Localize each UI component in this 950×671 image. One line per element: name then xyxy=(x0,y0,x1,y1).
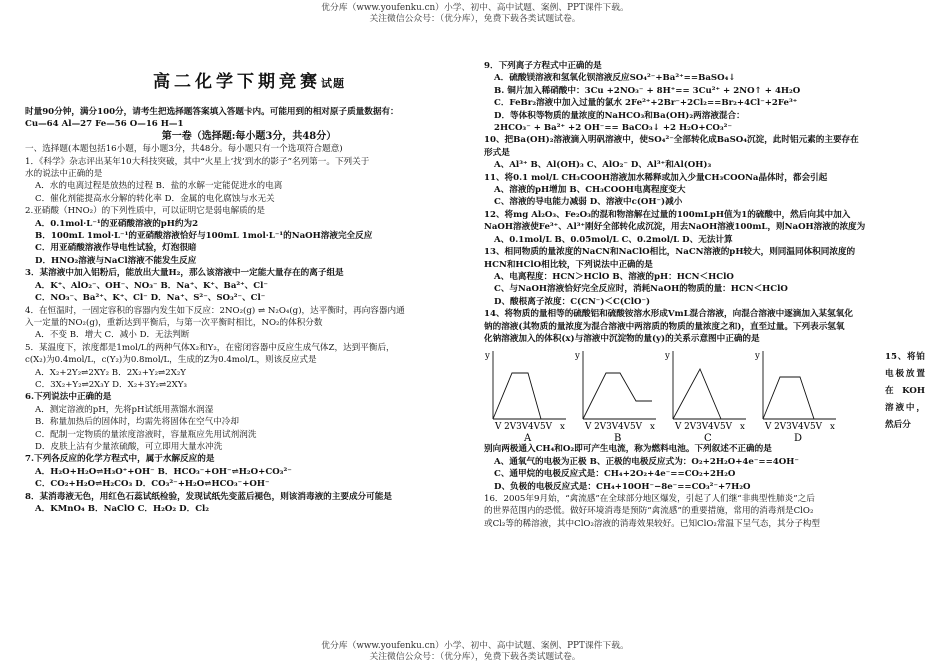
graph-x-label: x xyxy=(650,422,655,433)
question-line: 8．某消毒液无色，用红色石蕊试纸检验，发现试纸先变蓝后褪色，则该消毒液的主要成分可能是 xyxy=(25,491,392,502)
question-line: 10、把Ba(OH)₂溶液滴入明矾溶液中，使SO₄²⁻全部转化成BaSO₄沉淀，此时铝元素的主要存在 xyxy=(484,135,859,146)
question-line: C．NO₃⁻、Ba²⁺、K⁺、Cl⁻ D．Na⁺、S²⁻、SO₃²⁻、Cl⁻ xyxy=(35,293,266,304)
question-line: A、电离程度：HCN＞HClO B、溶液的pH：HCN＜HClO xyxy=(494,271,734,282)
question-line: 11、将0.1 mol/L CH₃COOH溶液加水稀释或加入少量CH₃COONa晶体时，都会引起 xyxy=(484,172,828,183)
question-line: A、Al³⁺ B、Al(OH)₃ C、AlO₂⁻ D、Al³⁺和Al(OH)₃ xyxy=(494,160,712,171)
question-line: A．KMnO₄ B．NaClO C．H₂O₂ D．Cl₂ xyxy=(35,504,210,514)
right-column xyxy=(484,60,925,530)
q14-graphs xyxy=(484,347,925,443)
question-line: 5．某温度下，浓度都是1mol/L的两种气体X₂和Y₂，在密闭容器中反应生成气体Z，达到平衡后， xyxy=(25,342,395,353)
question-line: C．配制一定物质的量浓度溶液时，容量瓶应先用试剂润洗 xyxy=(35,429,257,440)
graph-label-c: C xyxy=(704,433,712,444)
question-line: D、酸根离子浓度：C(CN⁻)＜C(ClO⁻) xyxy=(494,296,651,307)
question-line: 12、将mg Al₂O₃、Fe₂O₃的混和物溶解在过量的100mLpH值为1的硫酸中，然后向其中加入 xyxy=(484,209,851,220)
question-line: 13、相同物质的量浓度的NaCN和NaClO相比，NaCN溶液的pH较大，则同温同体积同浓度的 xyxy=(484,247,856,258)
question-line: C．FeBr₂溶液中加入过量的氯水 2Fe²⁺+2Br⁻+2Cl₂==Br₂+4Cl⁻+2Fe³⁺ xyxy=(494,98,798,109)
question-line: A．不变 B．增大 C．减小 D．无法判断 xyxy=(35,330,190,341)
question-line: D．等体积等物质的量浓度的NaHCO₃和Ba(OH)₂两溶液混合： xyxy=(494,110,745,121)
graph-y-label: y xyxy=(755,351,760,362)
graph-label-d: D xyxy=(794,433,803,444)
graph-y-label: y xyxy=(665,351,670,362)
question-line: A．X₂+2Y₂⇌2XY₂ B．2X₂+Y₂⇌2X₂Y xyxy=(35,367,186,378)
question-line: B. 铜片加入稀硝酸中：3Cu +2NO₃⁻ + 8H⁺== 3Cu²⁺ + 2NO↑ + 4H₂O xyxy=(494,85,801,96)
graph-y-label: y xyxy=(575,351,580,362)
question-line: 水的说法中正确的是 xyxy=(25,169,103,180)
question-line: C、溶液的导电能力减弱 D、溶液中c(OH⁻)减小 xyxy=(494,197,683,208)
part1-instructions: 一、选择题(本题包括16小题，每小题3分，共48分。每小题只有一个选项符合题意) xyxy=(25,144,343,155)
graph-ticks: V 2V3V4V5V xyxy=(585,422,642,433)
right-questions-top xyxy=(484,60,925,345)
graph-x-label: x xyxy=(560,422,565,433)
exam-intro: 时量90分钟，满分100分，请考生把选择题答案填入答题卡内。可能用到的相对原子质量数据有： xyxy=(25,107,399,117)
question-line: 形式是 xyxy=(484,147,510,158)
question-line: 或Cl₂等的稀溶液，其中ClO₂溶液的消毒效果较好。已知ClO₂常温下呈气态，其分子构型 xyxy=(484,518,820,529)
graph-ticks: V 2V3V4V5V xyxy=(495,422,552,433)
question-line: 的世界范围内的恐慌。做好环境消毒是预防“禽流感”的重要措施，常用的消毒剂是ClO₂ xyxy=(484,506,814,517)
question-line: 14、将物质的量相等的硫酸铝和硫酸铵溶水形成VmL混合溶液，向混合溶液中逐滴加入某氢氧化 xyxy=(484,309,853,320)
footer-line: 优分库（www.youfenku.cn）小学、初中、高中试题、案例、PPT课件下载。 xyxy=(321,641,629,651)
question-line: A．测定溶液的pH，先将pH试纸用蒸馏水润湿 xyxy=(35,404,214,415)
title-main: 高二化学下期竞赛 xyxy=(153,72,321,92)
question-line: 2.亚硝酸（HNO₂）的下列性质中，可以证明它是弱电解质的是 xyxy=(25,206,265,217)
graph-d xyxy=(754,347,838,443)
question-line: A．硫酸镁溶液和氢氧化钡溶液反应SO₄²⁻+Ba²⁺==BaSO₄↓ xyxy=(494,73,736,84)
question-line: 7.下列各反应的化学方程式中，属于水解反应的是 xyxy=(25,454,215,465)
question-line: C．CO₂+H₂O⇌H₂CO₃ D．CO₃²⁻+H₂O⇌HCO₃⁻+OH⁻ xyxy=(35,479,270,490)
graph-c xyxy=(664,347,748,443)
atomic-masses: Cu—64 Al—27 Fe—56 O—16 H—1 xyxy=(25,119,184,130)
question-line: 别向两极通入CH₄和O₂即可产生电流，称为燃料电池。下列叙述不正确的是 xyxy=(484,444,772,455)
question-line: A、溶液的pH增加 B、CH₃COOH电离程度变大 xyxy=(494,185,686,196)
footer-line: 关注微信公众号：（优分库），免费下载各类试题试卷。 xyxy=(369,652,581,662)
question-line: 4．在恒温时，一固定容积的容器内发生如下反应：2NO₂(g) ⇌ N₂O₄(g)，达平衡时，再向容器内通 xyxy=(25,305,405,316)
question-line: 16．2005年9月始，“禽流感”在全球部分地区爆发，引起了人们继“非典型性肺炎”之后 xyxy=(484,493,815,504)
question-line: c(X₂)为0.4mol/L，c(Y₂)为0.8mol/L，生成的Z为0.4mol/L，则该反应式是 xyxy=(25,355,317,366)
question-line: B．称量加热后的固体时，均需先将固体在空气中冷却 xyxy=(35,417,239,428)
question-line: A．K⁺、AlO₂⁻、OH⁻、NO₃⁻ B．Na⁺、K⁺、Ba²⁺、Cl⁻ xyxy=(35,280,268,291)
graph-ticks: V 2V3V4V5V xyxy=(765,422,822,433)
question-line: A、0.1mol/L B、0.05mol/L C、0.2mol/L D、无法计算 xyxy=(494,234,733,245)
header-line: 关注微信公众号：（优分库），免费下载各类试题试卷。 xyxy=(369,14,581,24)
graph-label-b: B xyxy=(614,433,622,444)
question-line: D、负极的电极反应式是：CH₄+10OH⁻−8e⁻==CO₃²⁻+7H₂O xyxy=(494,481,751,492)
question-line: 9．下列离子方程式中正确的是 xyxy=(484,61,602,71)
exam-title xyxy=(25,70,473,96)
question-line: 3．某溶液中加入铝粉后，能放出大量H₂，那么该溶液中一定能大量存在的离子组是 xyxy=(25,268,344,279)
question-line: 入一定量的NO₂(g)，重新达到平衡后，与第一次平衡时相比，NO₂的体积分数 xyxy=(25,317,323,328)
question-line: 钠的溶液(其物质的量浓度为混合溶液中两溶质的物质的量浓度之和)，直至过量。下列表示氢氧 xyxy=(484,321,845,332)
title-suffix: 试题 xyxy=(321,77,345,90)
question-line: A．水的电离过程是放热的过程 B．盐的水解一定能促进水的电离 xyxy=(35,181,283,192)
question-line: C．3X₂+Y₂⇌2X₃Y D．X₂+3Y₂⇌2XY₃ xyxy=(35,379,187,390)
graph-y-label: y xyxy=(485,351,490,362)
question-line: A、通氧气的电极为正极 B、正极的电极反应式为：O₂+2H₂O+4e⁻==4OH⁻ xyxy=(494,456,799,467)
question-line: C、与NaOH溶液恰好完全反应时，消耗NaOH的物质的量：HCN＜HClO xyxy=(494,284,788,295)
question-line: C、通甲烷的电极反应式是：CH₄+2O₂+4e⁻==CO₂+2H₂O xyxy=(494,469,736,480)
question-line: C．用亚硝酸溶液作导电性试验，灯泡很暗 xyxy=(35,243,197,254)
question-line: HCN和HClO相比较，下列说法中正确的是 xyxy=(484,259,653,270)
question-line: B．100mL 1mol·L⁻¹的亚硝酸溶液恰好与100mL 1mol·L⁻¹的NaOH溶液完全反应 xyxy=(35,231,373,242)
question-line: 2HCO₃⁻ + Ba²⁺ +2 OH⁻== BaCO₃↓ +2 H₂O+CO₃²⁻ xyxy=(494,123,732,134)
question-line: 1．《科学》杂志评出某年10大科技突破，其中“火星上‘找’到水的影子”名列第一。下列关于 xyxy=(25,156,370,167)
question-line: A．H₂O+H₂O⇌H₃O⁺+OH⁻ B．HCO₃⁻+OH⁻⇌H₂O+CO₃²⁻ xyxy=(35,466,292,477)
question-line: D．HNO₂溶液与NaCl溶液不能发生反应 xyxy=(35,255,197,266)
graph-label-a: A xyxy=(524,433,532,444)
q15-side-text: 15、将铂电极放置在KOH溶液中，然后分 xyxy=(885,352,925,431)
left-questions xyxy=(25,156,473,516)
right-questions-bottom xyxy=(484,443,925,530)
header-line: 优分库（www.youfenku.cn）小学、初中、高中试题、案例、PPT课件下载。 xyxy=(321,3,629,13)
question-line: A．0.1mol·L⁻¹的亚硝酸溶液的pH约为2 xyxy=(35,218,199,229)
question-line: 化钠溶液加入的体积(x)与溶液中沉淀物的量(y)的关系示意图中正确的是 xyxy=(484,333,760,344)
graph-x-label: x xyxy=(830,422,835,433)
graph-ticks: V 2V3V4V5V xyxy=(675,422,732,433)
graph-a xyxy=(484,347,568,443)
left-column xyxy=(25,60,473,515)
graph-b xyxy=(574,347,658,443)
graph-x-label: x xyxy=(740,422,745,433)
question-line: NaOH溶液使Fe³⁺、Al³⁺刚好全部转化成沉淀，用去NaOH溶液100mL，则NaOH溶液的浓度为 xyxy=(484,222,866,233)
question-line: D．皮肤上沾有少量浓硫酸，可立即用大量水冲洗 xyxy=(35,441,223,452)
part1-heading: 第一卷（选择题:每小题3分，共48分） xyxy=(161,130,337,142)
question-line: C．催化剂能提高水分解的转化率 D．金属的电化腐蚀与水无关 xyxy=(35,193,275,204)
question-line: 6.下列说法中正确的是 xyxy=(25,392,112,403)
